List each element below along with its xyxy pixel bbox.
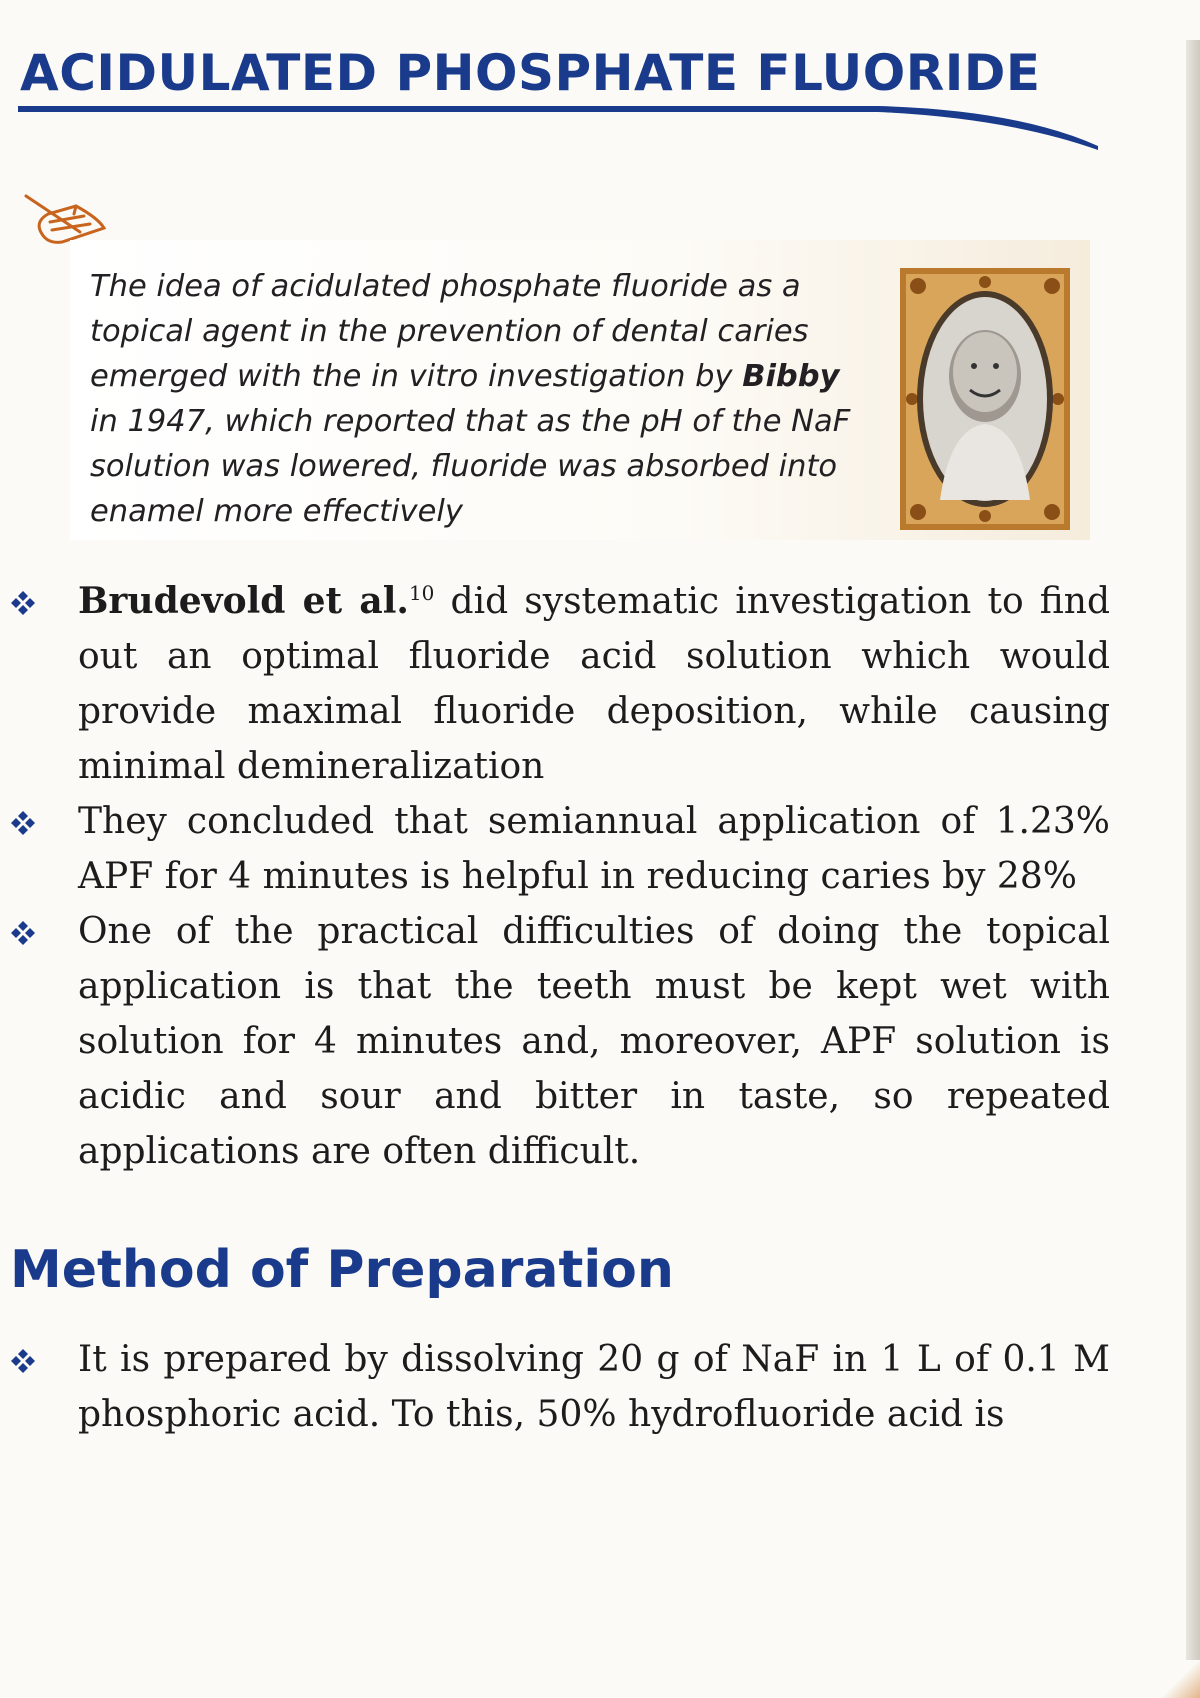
history-text-part: The idea of acidulated phosphate fluoride as a topical agent in the prevention of dental caries emerged with the in vitro investigation by xyxy=(90,269,809,394)
bullet-text: One of the practical difficulties of doing the topical application is that the teeth must be kept wet with solution for 4 minutes and, moreover, APF solution is acidic and sour and bitter in taste, so repeated applications are often difficult. xyxy=(78,911,1110,1172)
title-underline xyxy=(18,96,1098,156)
page-edge xyxy=(1186,40,1200,1660)
reference-number: 10 xyxy=(408,581,435,605)
list-item xyxy=(0,904,1110,1179)
four-diamond-bullet-icon xyxy=(10,920,36,946)
page-corner xyxy=(1140,1658,1200,1698)
list-item xyxy=(0,574,1110,794)
preparation-list xyxy=(0,1332,1110,1442)
four-diamond-bullet-icon xyxy=(10,810,36,836)
section-title: Method of Preparation xyxy=(10,1240,674,1300)
history-text xyxy=(90,264,870,534)
author-name: Brudevold et al. xyxy=(78,580,409,622)
bullet-text: They concluded that semiannual application of 1.23% APF for 4 minutes is helpful in reducing caries by 28% xyxy=(78,801,1110,897)
four-diamond-bullet-icon xyxy=(10,1348,36,1374)
portrait-frame xyxy=(900,268,1070,530)
page-title: ACIDULATED PHOSPHATE FLUORIDE xyxy=(20,44,1041,102)
history-text-part: in 1947, which reported that as the pH of the NaF solution was lowered, fluoride was absorbed into enamel more effectively xyxy=(90,404,851,529)
list-item xyxy=(0,1332,1110,1442)
history-name: Bibby xyxy=(742,359,840,394)
four-diamond-bullet-icon xyxy=(10,590,36,616)
bullet-text: did systematic investigation to find out an optimal fluoride acid solution which would provide maximal fluoride deposition, while causing minimal demineralization xyxy=(78,581,1110,787)
bullet-list xyxy=(0,574,1110,1179)
bullet-text: It is prepared by dissolving 20 g of NaF in 1 L of 0.1 M phosphoric acid. To this, 50% hydrofluoride acid is xyxy=(78,1339,1110,1435)
list-item xyxy=(0,794,1110,904)
